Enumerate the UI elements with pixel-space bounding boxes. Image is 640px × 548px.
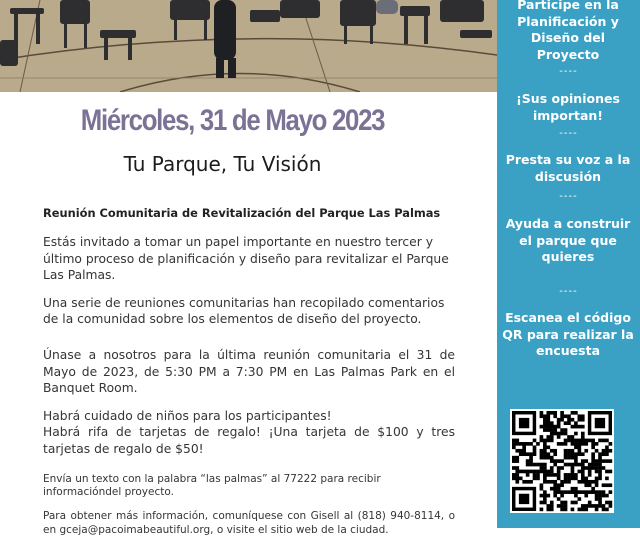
meeting-room-photo: [0, 0, 497, 92]
sidebar-separator: ----: [559, 66, 578, 77]
header-photo: [0, 0, 497, 92]
childcare-note: Habrá cuidado de niños para los participantes!: [43, 408, 332, 423]
raffle-note: Habrá rifa de tarjetas de regalo! ¡Una tarjeta de $100 y tres tarjetas de regalo de $50!: [43, 425, 455, 456]
sidebar-item-participate: Participe en la Planificación y Diseño del Proyecto: [517, 0, 619, 62]
intro-paragraph: Estás invitado a tomar un papel importante en nuestro tercer y último proceso de planificación y diseño para revitalizar el Parque Las Palmas.: [43, 235, 449, 283]
event-slogan: Tu Parque, Tu Visión: [123, 152, 322, 176]
sidebar-separator: ----: [559, 128, 578, 139]
sidebar: [497, 0, 640, 528]
meeting-heading: Reunión Comunitaria de Revitalización del Parque Las Palmas: [43, 206, 441, 220]
event-date: Miércoles, 31 de Mayo 2023: [80, 104, 385, 137]
text-signup-note: Envía un texto con la palabra “las palmas” al 77222 para recibir informacióndel proyecto.: [43, 472, 381, 499]
sidebar-separator: ----: [559, 191, 578, 202]
sidebar-item-voice: Presta su voz a la discusión: [505, 152, 631, 184]
feedback-paragraph: Una serie de reuniones comunitarias han recopilado comentarios de la comunidad sobre los elementos de diseño del proyecto.: [43, 295, 445, 327]
qr-code-icon[interactable]: [510, 409, 614, 513]
sidebar-separator: ----: [559, 286, 578, 297]
meeting-details-paragraph: Únase a nosotros para la última reunión comunitaria el 31 de Mayo de 2023, de 5:30 PM a 7:30 PM en Las Palmas Park en el Banquet Room.: [43, 347, 455, 396]
contact-info: Para obtener más información, comuníquese con Gisell al (818) 940-8114, o en gceja@pacoimabeautiful.org, o visite el sitio web de la ciudad.: [43, 510, 455, 536]
flyer-body: [43, 206, 455, 548]
qr-code-graphic: [510, 409, 614, 513]
sidebar-item-build-park: Ayuda a construir el parque que quieres: [505, 216, 631, 264]
sidebar-item-scan-qr: Escanea el código QR para realizar la encuesta: [502, 310, 634, 358]
sidebar-item-opinions: ¡Sus opiniones importan!: [516, 91, 620, 123]
